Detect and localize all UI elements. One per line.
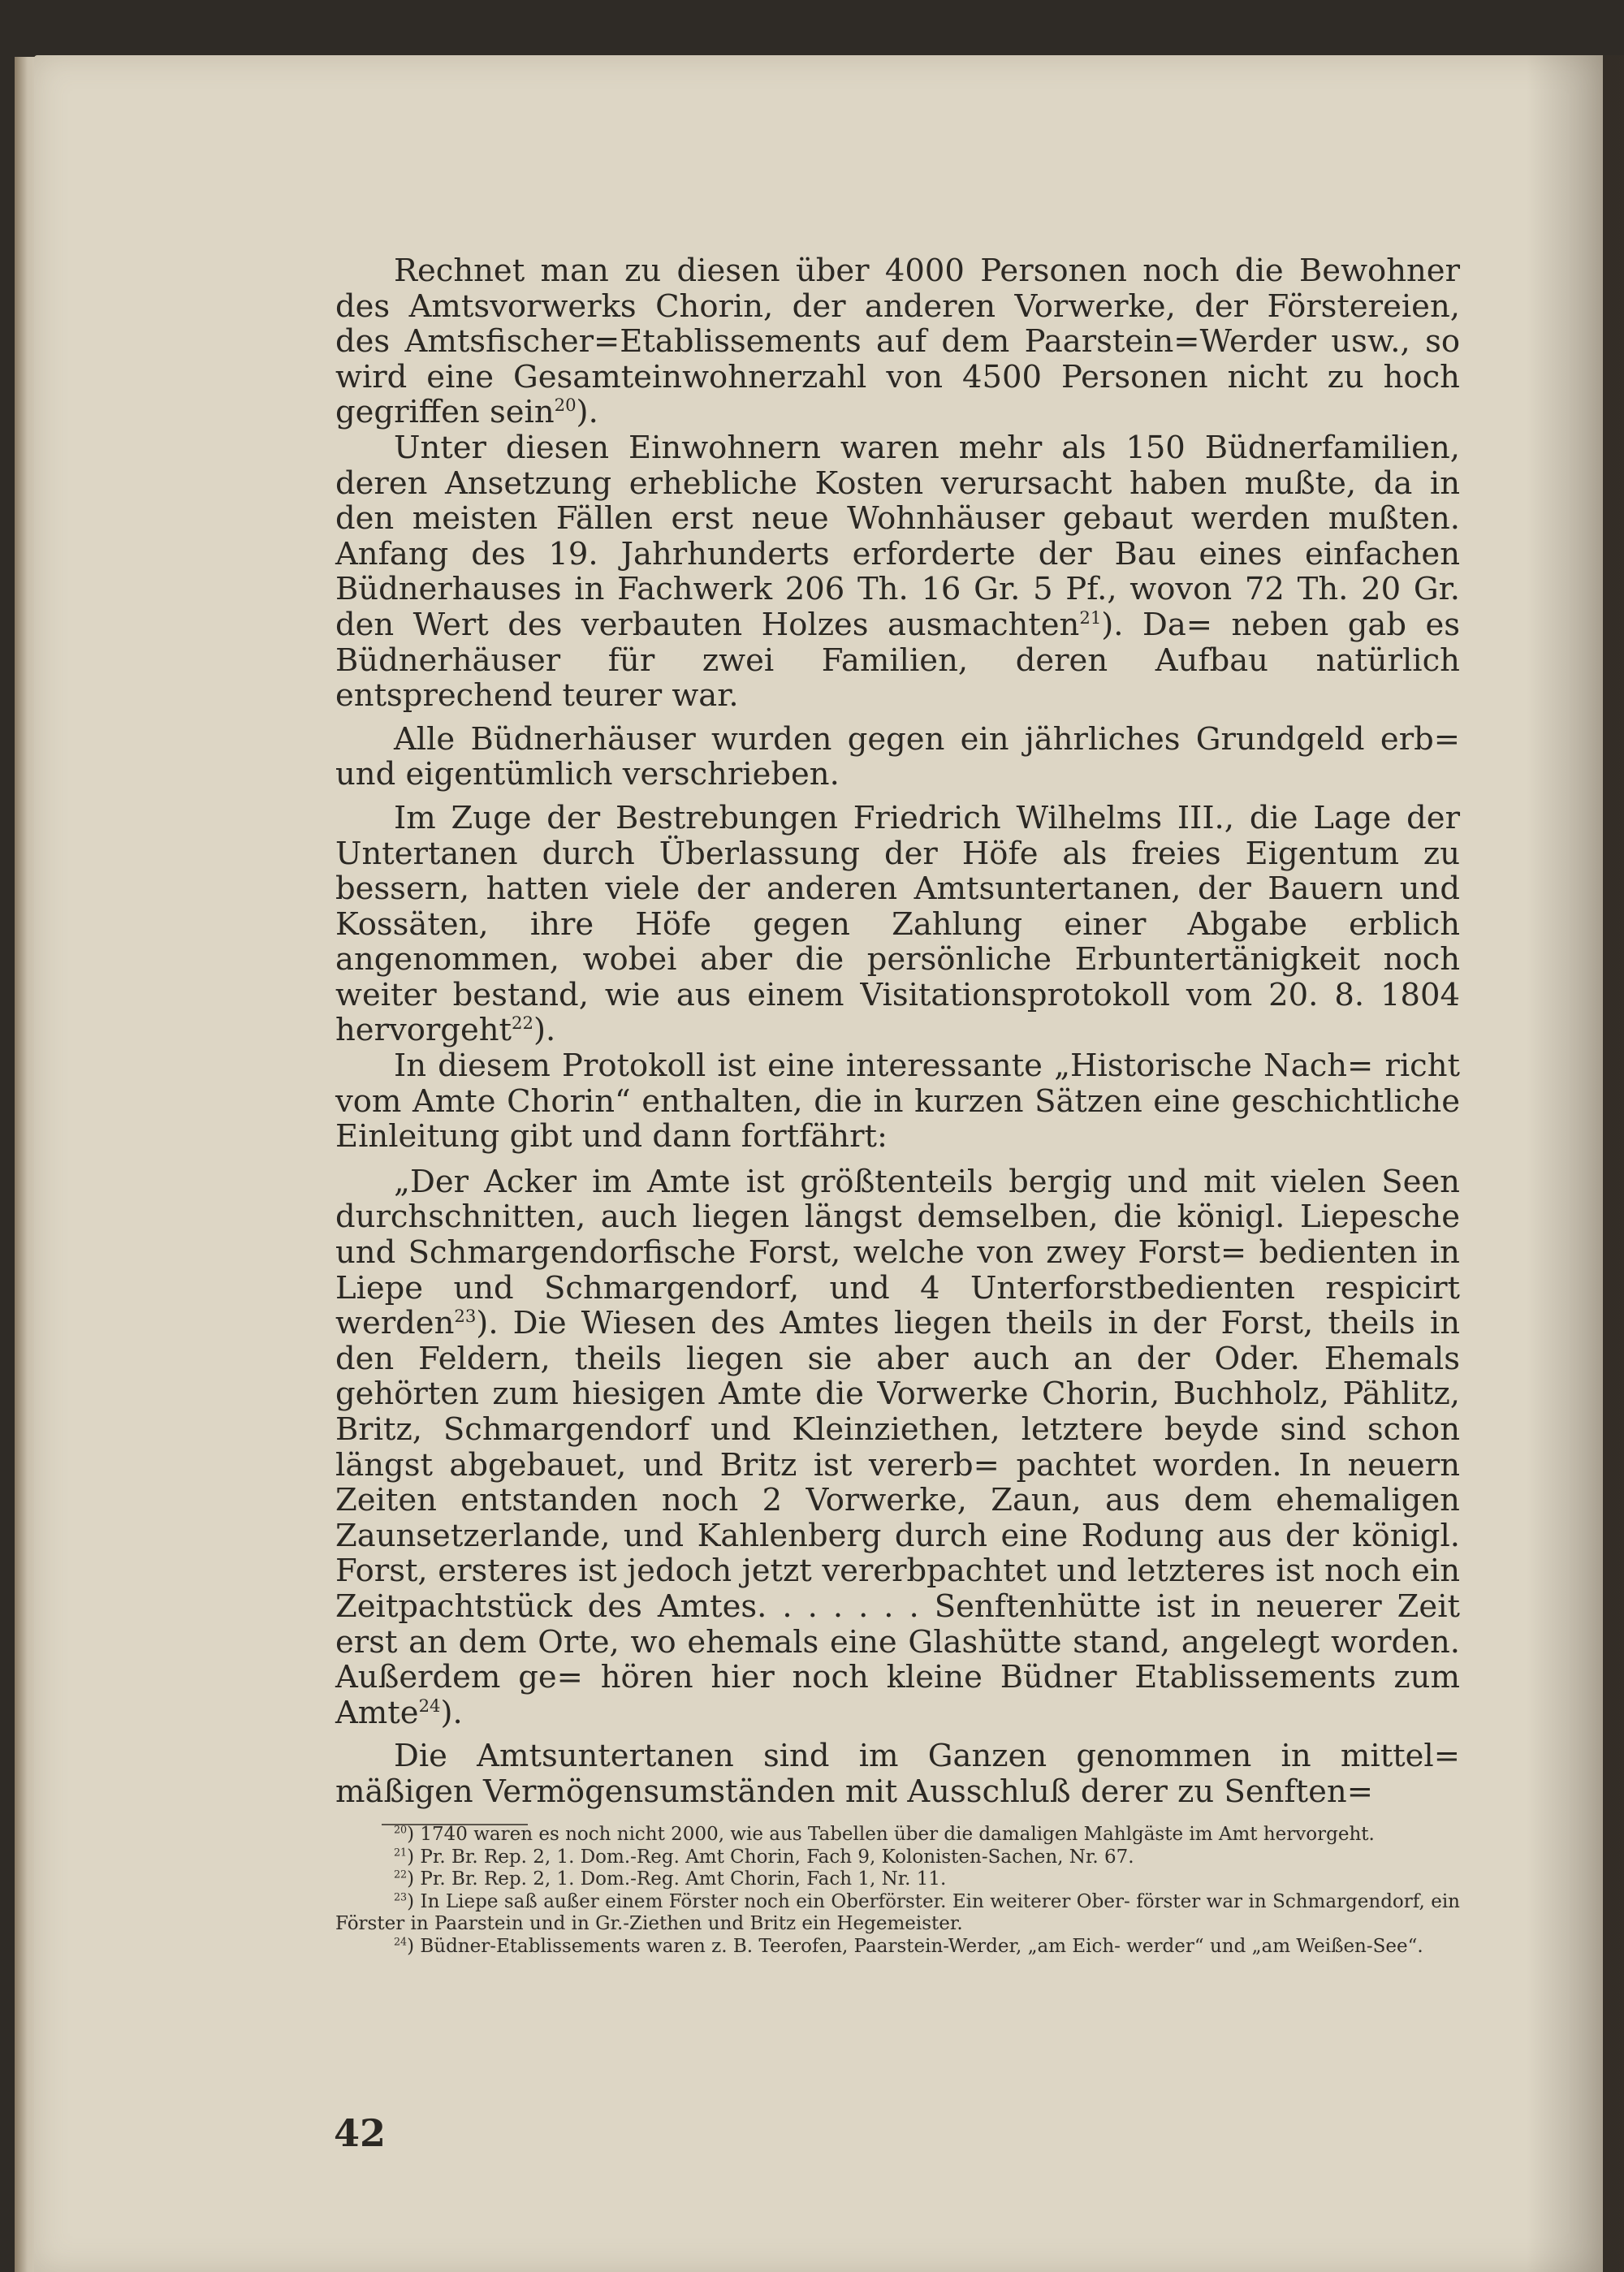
footnote-23: $^{23}$) In Liepe saß außer einem Förster noch ein Oberförster. Ein weiterer Ober- förster war in Schmargendorf, ein Förster in Paarstein und in Gr.-Ziethen und Britz ein Hegemeister. — [335, 1890, 1460, 1935]
line: In diesem Protokoll ist eine interessante „Historische Nach= — [394, 1047, 1374, 1085]
line: hören hier noch kleine Büdner Etablissements zum Amte — [335, 1659, 1460, 1731]
footnote-ref: 23 — [454, 1306, 477, 1327]
footnote-marker: 24 — [394, 1935, 408, 1948]
line: so wird eine Gesamteinwohnerzahl von 4500 Personen nicht zu — [335, 323, 1460, 395]
footnote-marker: 20 — [394, 1823, 408, 1836]
line: mußten. Anfang des 19. Jahrhunderts erforderte der Bau eines — [335, 500, 1460, 572]
line: Pr. Br. Rep. 2, 1. Dom.-Reg. Amt Chorin, Fach 1, Nr. 11. — [420, 1868, 947, 1890]
line: werder“ und „am Weißen-See“. — [1126, 1935, 1423, 1957]
line-end: ). — [576, 394, 598, 431]
line: angenommen, wobei aber die persönliche Erbuntertänigkeit noch — [335, 941, 1460, 978]
line: In Liepe saß außer einem Förster noch ein Oberförster. Ein weiterer Ober- — [420, 1890, 1130, 1912]
line: in den meisten Fällen erst neue Wohnhäuser gebaut werden — [335, 464, 1460, 538]
line: . . . . . . Senftenhütte ist in neuerer Zeit erst an dem Orte, wo — [335, 1587, 1460, 1661]
line: vererbpachtet und letzteres ist noch ein Zeitpachtstück des Amtes. — [335, 1553, 1460, 1625]
footnote-ref: 24 — [418, 1695, 441, 1716]
line: Büdner-Etablissements waren z. B. Teerofen, Paarstein-Werder, „am Eich- — [420, 1935, 1121, 1957]
line: im Amt hervorgeht. — [1189, 1824, 1375, 1845]
line: neben gab es Büdnerhäuser für zwei Familien, deren Aufbau — [335, 606, 1460, 679]
line: letztere beyde sind schon längst abgebauet, und Britz ist vererb= — [335, 1411, 1460, 1484]
line: respicirt werden — [335, 1269, 1460, 1342]
line-end: ). Die Wiesen des Amtes liegen theils in der — [476, 1305, 1207, 1342]
line: deren Ansetzung erhebliche Kosten verursacht haben mußte, da — [335, 464, 1413, 502]
line: ein Hegemeister. — [801, 1913, 963, 1935]
line: Liepesche und Schmargendorfische Forst, welche von zwey Forst= — [335, 1199, 1460, 1272]
footnote-ref: 21 — [1079, 607, 1102, 628]
paragraph-7 — [335, 1739, 1460, 1809]
footnote-24: $^{24}$) Büdner-Etablissements waren z. B. Teerofen, Paarstein-Werder, „am Eich- werder“ und „am Weißen-See“. — [394, 1935, 1423, 1957]
paragraph-2 — [335, 430, 1460, 714]
line: Pr. Br. Rep. 2, 1. Dom.-Reg. Amt Chorin, Fach 9, Kolonisten-Sachen, Nr. 67. — [420, 1846, 1134, 1868]
line: Oder. Ehemals gehörten zum hiesigen Amte die Vorwerke — [335, 1340, 1460, 1413]
footnote-marker: 21 — [394, 1845, 408, 1858]
paragraph-3 — [335, 722, 1460, 793]
line-end: ). Da= — [1101, 606, 1213, 643]
line: ehemals eine Glashütte stand, angelegt worden. Außerdem ge= — [335, 1623, 1460, 1696]
footnote-marker: 22 — [394, 1868, 408, 1881]
line: der Untertanen durch Überlassung der Höfe als freies Eigentum — [335, 799, 1460, 872]
line: förster war in Schmargendorf, ein Förster in Paarstein und in Gr.-Ziethen und Britz — [335, 1890, 1460, 1935]
quotation — [335, 1164, 1460, 1731]
line: Chorin, Buchholz, Pählitz, Britz, Schmargendorf und Kleinziethen, — [335, 1376, 1460, 1448]
line-end: ). — [440, 1694, 463, 1731]
paragraph-4 — [335, 801, 1460, 1048]
line: Rechnet man zu diesen über 4000 Personen noch die Bewohner — [394, 253, 1460, 289]
line: zu bessern, hatten viele der anderen Amtsuntertanen, der Bauern — [335, 835, 1460, 908]
line-end: ). — [533, 1012, 556, 1049]
line: hoch gegriffen sein — [335, 358, 1460, 431]
footnote-ref: 20 — [554, 395, 577, 416]
line: erb= und eigentümlich verschrieben. — [335, 720, 1460, 793]
spine-shadow — [1527, 55, 1624, 2272]
line: Forst, theils in den Feldern, theils liegen sie aber auch an der — [335, 1305, 1461, 1377]
line: Alle Büdnerhäuser wurden gegen ein jährliches Grundgeld — [394, 720, 1365, 758]
line: bedienten in Liepe und Schmargendorf, und 4 Unterforstbedienten — [335, 1234, 1460, 1307]
line: Unter diesen Einwohnern waren mehr als 150 Büdnerfamilien, — [394, 429, 1460, 466]
line: und Kossäten, ihre Höfe gegen Zahlung einer Abgabe erblich — [335, 870, 1460, 943]
line: einfachen Büdnerhauses in Fachwerk 206 Th. 16 Gr. 5 Pf., wovon — [335, 535, 1460, 608]
line: mäßigen Vermögensumständen mit Ausschluß derer zu Senften= — [335, 1773, 1373, 1810]
paragraph-1 — [335, 253, 1460, 430]
body-text — [335, 253, 1460, 1810]
footnote-marker: 23 — [394, 1890, 408, 1903]
page-number: 42 — [334, 2111, 387, 2155]
footnote-21: $^{21}$) Pr. Br. Rep. 2, 1. Dom.-Reg. Amt Chorin, Fach 9, Kolonisten-Sachen, Nr. 67. — [394, 1845, 1134, 1868]
line: durch eine Rodung aus der königl. Forst, ersteres ist jedoch jetzt — [335, 1517, 1460, 1590]
footnote-22: $^{22}$) Pr. Br. Rep. 2, 1. Dom.-Reg. Amt Chorin, Fach 1, Nr. 11. — [394, 1868, 947, 1890]
footnote-ref: 22 — [512, 1013, 533, 1034]
line: natürlich entsprechend teurer war. — [335, 641, 1460, 715]
line: Die Amtsuntertanen sind im Ganzen genommen in mittel= — [394, 1738, 1460, 1775]
line: geschichtliche Einleitung gibt und dann fortfährt: — [335, 1082, 1460, 1155]
line: „Der Acker im Amte ist größtenteils bergig und mit vielen — [394, 1163, 1367, 1200]
footnotes — [335, 1824, 1460, 1959]
paragraph-5 — [335, 1048, 1460, 1155]
line: Seen durchschnitten, auch liegen längst demselben, die königl. — [335, 1163, 1460, 1236]
line: des Amtsvorwerks Chorin, der anderen Vorwerke, der Förstereien, — [335, 287, 1460, 325]
line: pachtet worden. In neuern Zeiten entstanden noch 2 Vorwerke, — [335, 1446, 1461, 1519]
footnote-20: $^{20}$) 1740 waren es noch nicht 2000, wie aus Tabellen über die damaligen Mahlgäste im Amt hervorgeht. — [394, 1823, 1375, 1845]
line: richt vom Amte Chorin“ enthalten, die in kurzen Sätzen eine — [335, 1047, 1460, 1120]
line: 72 Th. 20 Gr. den Wert des verbauten Holzes ausmachten — [335, 571, 1460, 643]
line: Zaun, aus dem ehemaligen Zaunsetzerlande, und Kahlenberg — [335, 1482, 1460, 1554]
line: Im Zuge der Bestrebungen Friedrich Wilhelms III., die Lage — [394, 799, 1392, 836]
line: weiter bestand, wie aus einem Visitationsprotokoll vom 20. 8. 1804 — [335, 976, 1460, 1013]
line: des Amtsfischer=Etablissements auf dem Paarstein=Werder usw., — [335, 323, 1410, 361]
line: hervorgeht — [335, 1012, 512, 1049]
line: 1740 waren es noch nicht 2000, wie aus Tabellen über die damaligen Mahlgäste — [420, 1824, 1184, 1845]
